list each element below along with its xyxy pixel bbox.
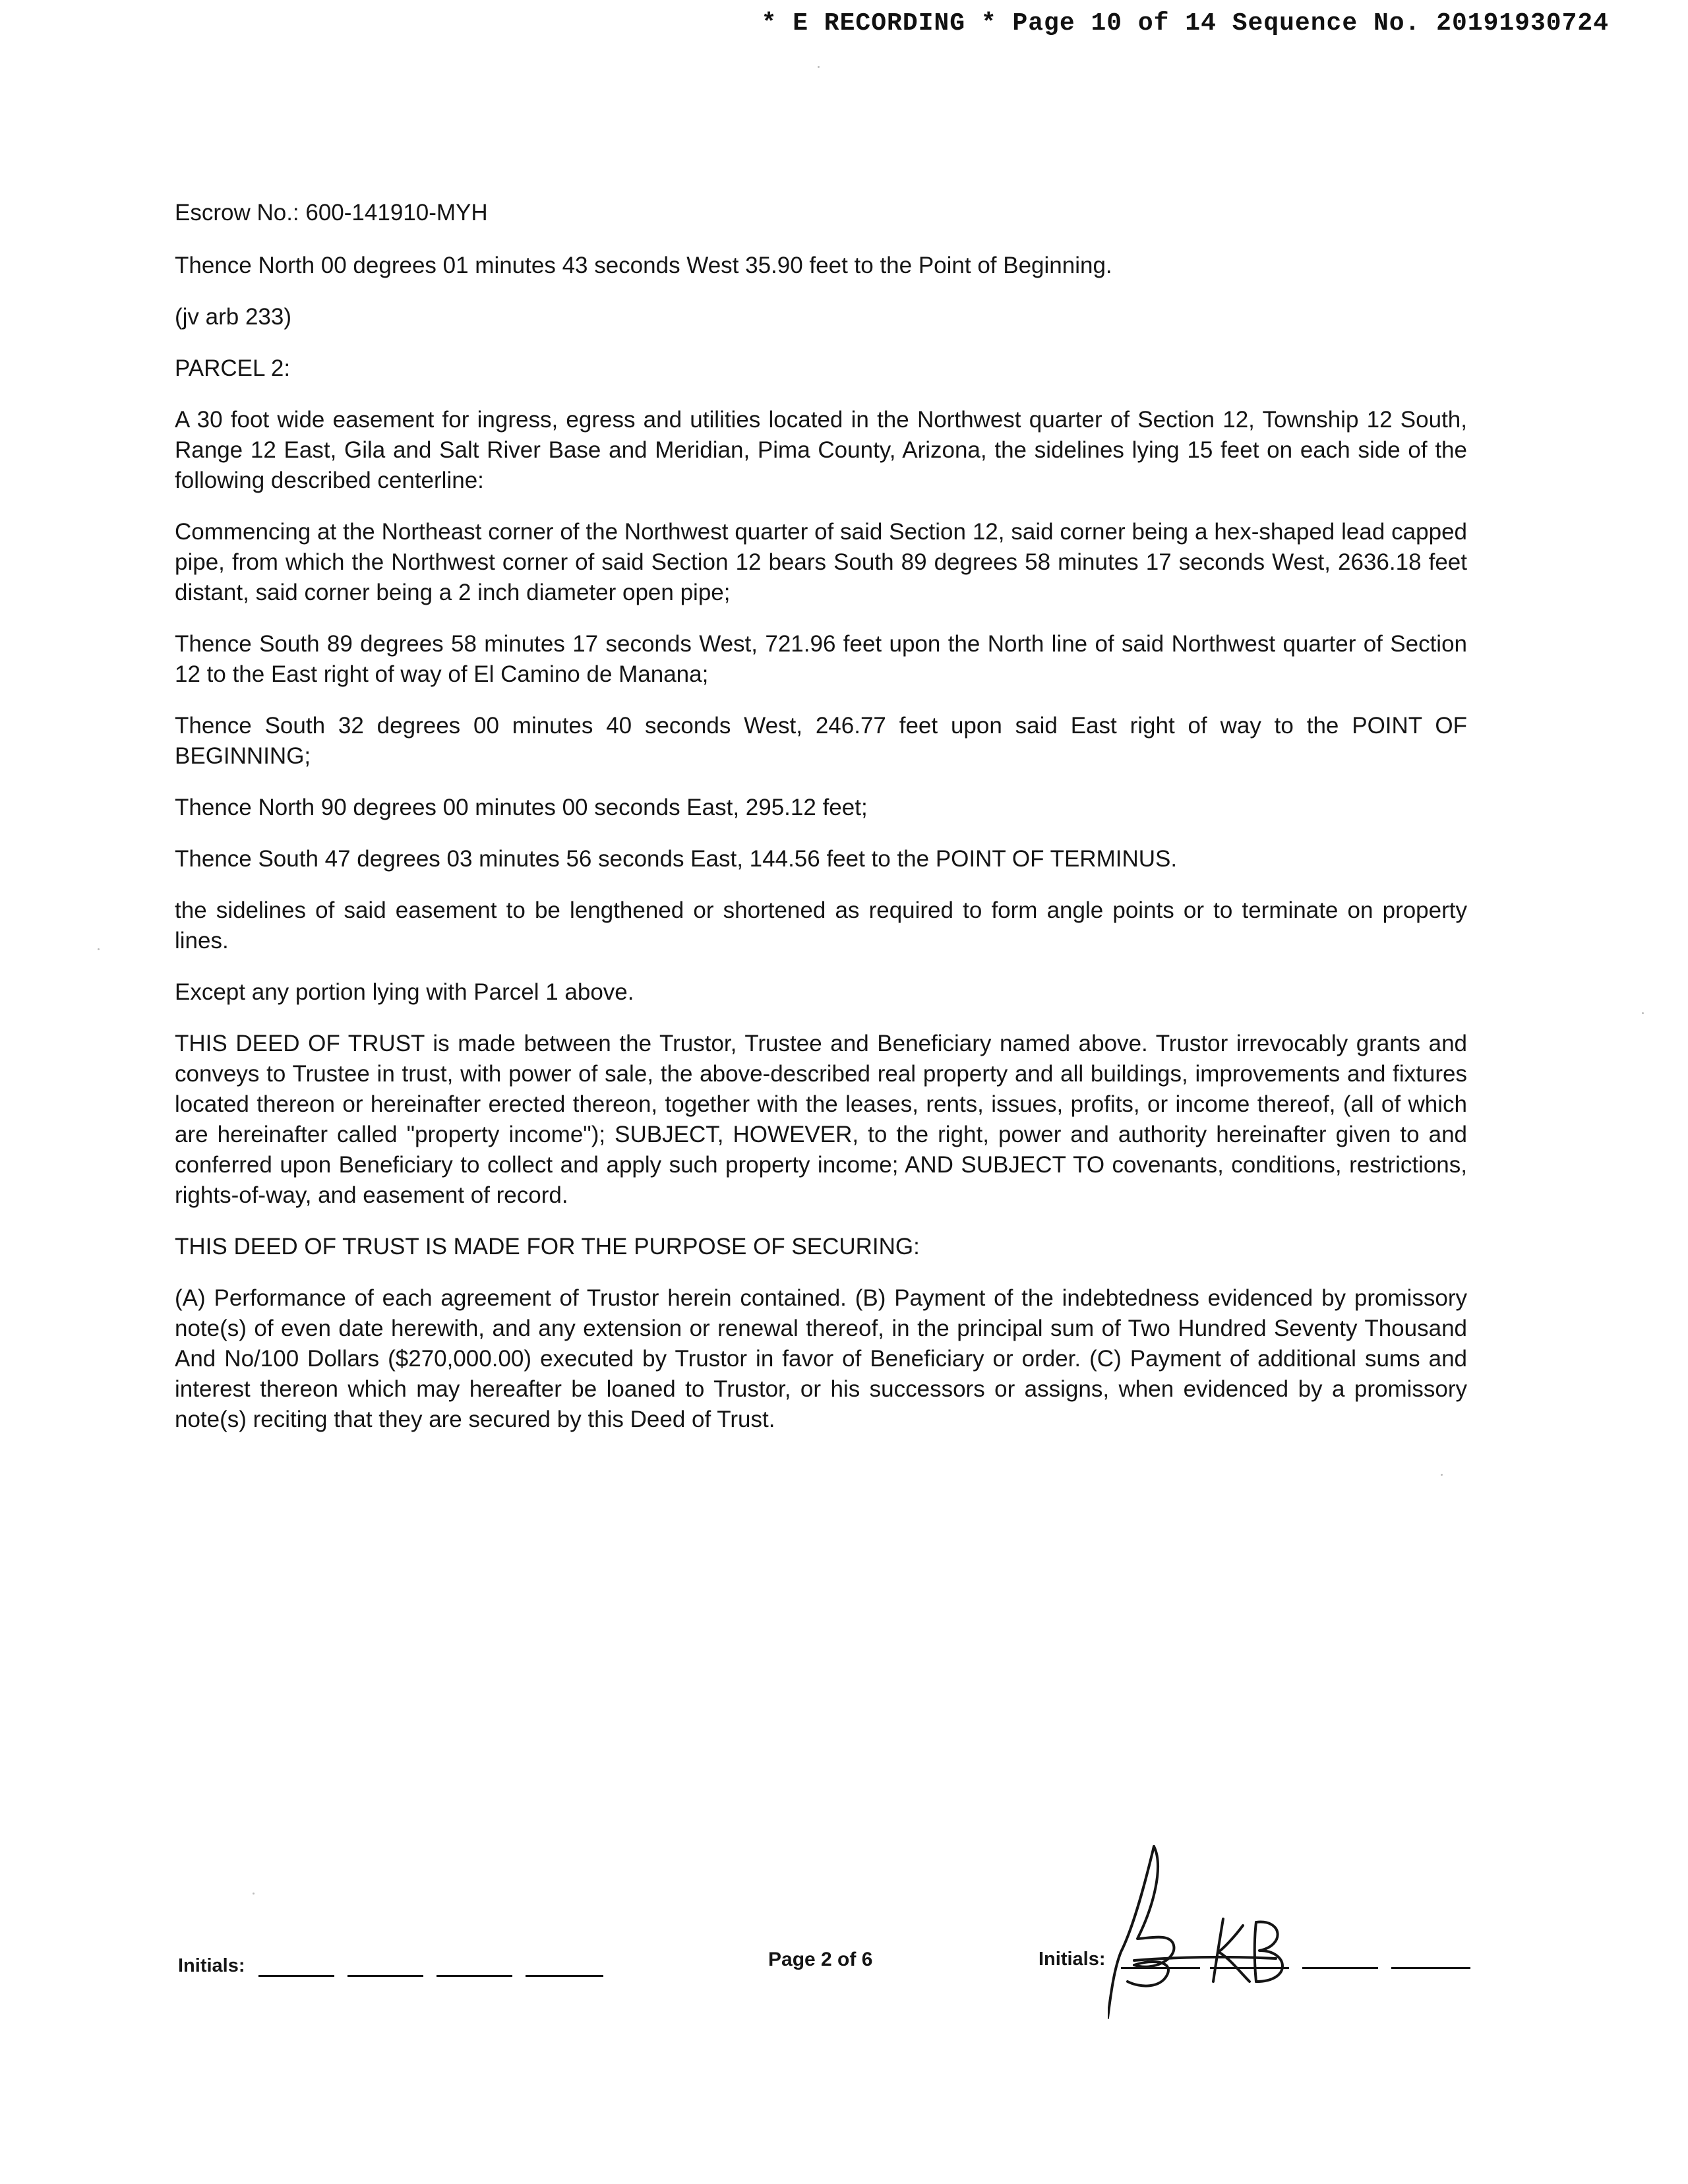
document-body [175,198,1467,1456]
paragraph-thence-north-90: Thence North 90 degrees 00 minutes 00 seconds East, 295.12 feet; [175,795,868,820]
initials-right-label: Initials: [1039,1949,1106,1970]
page-footer [0,1935,1688,2041]
scan-speck [1441,1474,1443,1476]
handwritten-initials-signature [1108,1840,1306,2024]
scan-speck [98,948,100,950]
paragraph-thence-south-89: Thence South 89 degrees 58 minutes 17 seconds West, 721.96 feet upon the North line of said Northwest quarter of Section 12 to the East right of way of El Camino de Manana; [175,631,1467,687]
paragraph-jv-arb: (jv arb 233) [175,304,292,330]
paragraph-easement: A 30 foot wide easement for ingress, egress and utilities located in the Northwest quarter of Section 12, Township 12 South, Range 12 East, Gila and Salt River Base and Meridian, Pima County, Arizona, the sidelines lying 15 feet on each side of the following described centerline: [175,407,1467,493]
paragraph-commencing: Commencing at the Northeast corner of the Northwest quarter of said Section 12, said corner being a hex-shaped lead capped pipe, from which the Northwest corner of said Section 12 bears South 89 degrees 58 minutes 17 seconds West, 2636.18 feet distant, said corner being a 2 inch diameter open pipe; [175,519,1467,605]
paragraph-purpose-heading: THIS DEED OF TRUST IS MADE FOR THE PURPOSE OF SECURING: [175,1234,920,1259]
scan-speck [253,1893,255,1895]
initials-blank-8 [1391,1967,1470,1969]
initials-blank-4 [526,1975,603,1977]
paragraph-thence-south-32: Thence South 32 degrees 00 minutes 40 seconds West, 246.77 feet upon said East right of way to the POINT OF BEGINNING; [175,713,1467,769]
initials-blank-2 [347,1975,423,1977]
paragraph-deed-of-trust: THIS DEED OF TRUST is made between the Trustor, Trustee and Beneficiary named above. Trustor irrevocably grants and conveys to Trustee in trust, with power of sale, the above-described real property and all buildings, improvements and fixtures located thereon or hereinafter erected thereon, together with the leases, rents, issues, profits, or income thereof, (all of which are hereinafter called "property income"); SUBJECT, HOWEVER, to the right, power and authority hereinafter given to and conferred upon Beneficiary to collect and apply such property income; AND SUBJECT TO covenants, conditions, restrictions, rights-of-way, and easement of record. [175,1031,1467,1208]
page-number: Page 2 of 6 [768,1949,873,1970]
paragraph-thence-north-1: Thence North 00 degrees 01 minutes 43 seconds West 35.90 feet to the Point of Beginning. [175,253,1112,278]
paragraph-thence-south-47: Thence South 47 degrees 03 minutes 56 seconds East, 144.56 feet to the POINT OF TERMINUS. [175,846,1178,872]
parcel-2-heading: PARCEL 2: [175,355,291,381]
initials-blank-3 [437,1975,512,1977]
initials-blank-7 [1302,1967,1378,1969]
escrow-number: Escrow No.: 600-141910-MYH [175,200,488,226]
scan-speck [818,66,820,68]
paragraph-sidelines: the sidelines of said easement to be lengthened or shortened as required to form angle points or to terminate on property lines. [175,897,1467,954]
scan-speck [1642,1012,1644,1014]
recording-header: * E RECORDING * Page 10 of 14 Sequence No. 20191930724 [761,9,1609,38]
initials-blank-1 [258,1975,334,1977]
paragraph-except: Except any portion lying with Parcel 1 above. [175,979,634,1005]
paragraph-securing-terms: (A) Performance of each agreement of Trustor herein contained. (B) Payment of the indebtedness evidenced by promissory note(s) of even date herewith, and any extension or renewal thereof, in the principal sum of Two Hundred Seventy Thousand And No/100 Dollars ($270,000.00) executed by Trustor in favor of Beneficiary or order. (C) Payment of additional sums and interest thereon which may hereafter be loaned to Trustor, or his successors or assigns, when evidenced by a promissory note(s) reciting that they are secured by this Deed of Trust. [175,1285,1467,1432]
initials-left-label: Initials: [178,1955,245,1976]
